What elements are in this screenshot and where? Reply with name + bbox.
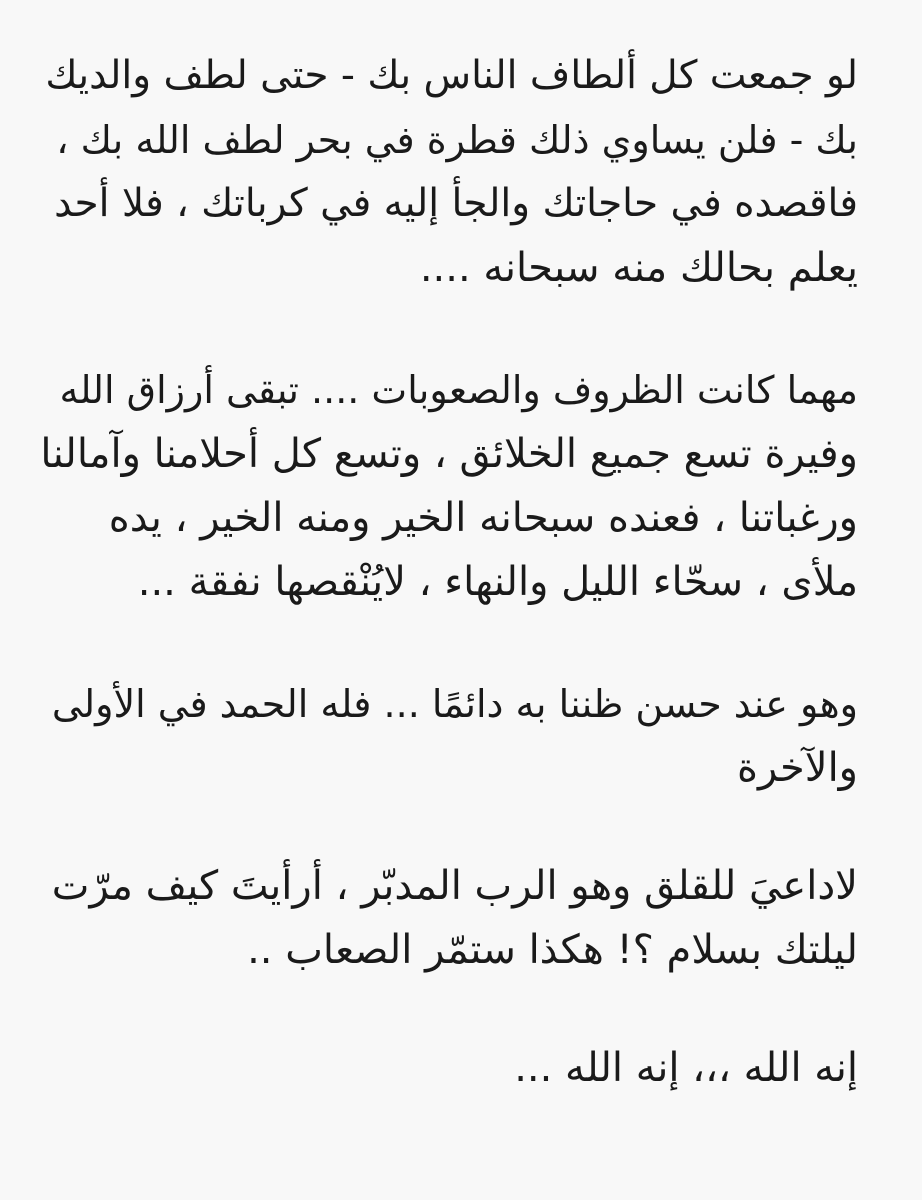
text-line: إنه الله ،،، إنه الله ... (514, 1045, 858, 1091)
text-line: لو جمعت كل ألطاف الناس بك - حتى لطف والديك (45, 53, 858, 98)
text-line: ليلتك بسلام ؟! هكذا ستمّر الصعاب .. (247, 927, 858, 973)
paragraph-spacer (40, 800, 858, 854)
text-line: بك - فلن يساوي ذلك قطرة في بحر لطف الله بك ، (56, 118, 858, 162)
text-line: يعلم بحالك منه سبحانه .... (419, 245, 858, 291)
paragraph-4 (40, 854, 858, 982)
text-line: وفيرة تسع جميع الخلائق ، وتسع كل أحلامنا وآمالنا (40, 431, 858, 477)
paragraph-5 (40, 1036, 858, 1100)
text-line: لاداعيَ للقلق وهو الرب المدبّر ، أرأيتَ كيف مرّت (51, 863, 858, 909)
text-line: فاقصده في حاجاتك والجأ إليه في كرباتك ، فلا أحد (54, 181, 858, 226)
text-line: ملأى ، سحّاء الليل والنهاء ، لايُنْقصها نفقة ... (137, 559, 858, 605)
text-line: وهو عند حسن ظننا به دائمًا ... فله الحمد في الأولى (51, 682, 858, 726)
paragraph-3 (40, 672, 858, 800)
paragraph-spacer (40, 982, 858, 1036)
text-line: ورغباتنا ، فعنده سبحانه الخير ومنه الخير ، يده (108, 495, 858, 541)
paragraph-spacer (40, 614, 858, 672)
text-line: والآخرة (737, 745, 858, 791)
paragraph-spacer (40, 300, 858, 358)
paragraph-2 (40, 358, 858, 614)
text-line: مهما كانت الظروف والصعوبات .... تبقى أرزاق الله (59, 368, 858, 412)
paragraph-1 (40, 44, 858, 300)
